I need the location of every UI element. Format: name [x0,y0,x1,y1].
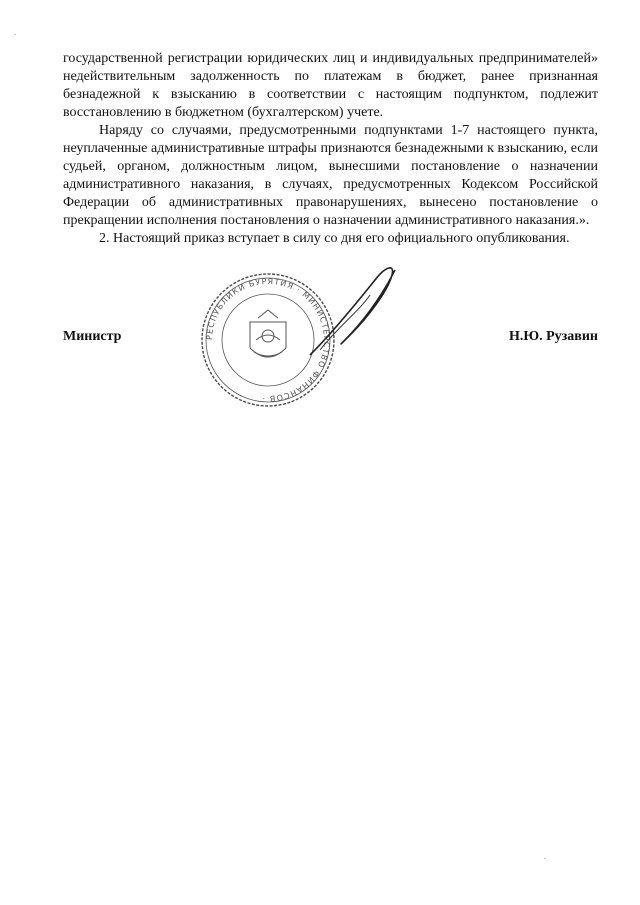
seal-ring-text: РЕСПУБЛИКИ БУРЯТИЯ · МИНИСТЕРСТВО ФИНАНСОВ · [204,276,332,404]
paragraph-fines: Наряду со случаями, предусмотренными подпунктами 1-7 настоящего пункта, неуплаченные административные штрафы признаются безнадежными к взысканию, если судьей, органом, должностным лицом, вынесшими постановление о назначении административного наказания, в случаях, предусмотренных Кодексом Российской Федерации об административных правонарушениях, вынесено постановление о прекращении исполнения постановления о назначении административного наказания.». [63,123,598,228]
scan-speck: . [14,28,16,37]
scan-speck: . [544,852,546,861]
paragraph-continuation: государственной регистрации юридических лиц и индивидуальных предпринимателей» недействительным задолженность по платежам в бюджет, ранее признанная безнадежной к взысканию в соответствии с настоящим подпунктом, подлежит восстановлению в бюджетном (бухгалтерском) учете. [63,51,598,120]
signatory-role: Министр [63,329,122,344]
signatory-name: Н.Ю. Рузавин [508,329,598,344]
document-body [63,50,598,248]
signature-block [63,329,598,349]
paragraph-effective-date: 2. Настоящий приказ вступает в силу со дня его официального опубликования. [99,231,570,246]
